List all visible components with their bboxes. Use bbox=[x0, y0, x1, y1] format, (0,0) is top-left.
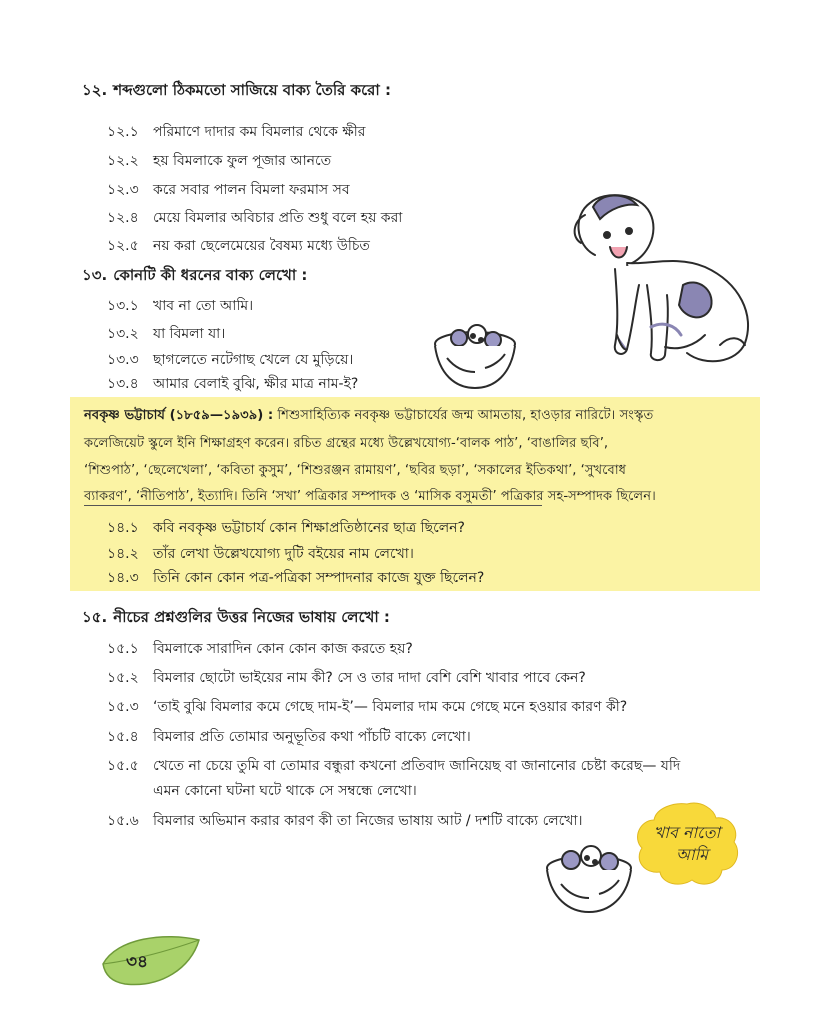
dog-illustration bbox=[555, 185, 765, 375]
list-item bbox=[107, 754, 680, 778]
author-name: নবকৃষ্ণ ভট্টাচার্য (১৮৫৯—১৯৩৯) : bbox=[84, 408, 274, 423]
q15-heading bbox=[82, 606, 390, 631]
item-number: ১৫.৩ bbox=[107, 699, 139, 715]
item-text: খাব না তো আমি। bbox=[153, 298, 254, 314]
khabo-nato-ami-badge bbox=[632, 800, 742, 888]
item-text: আমার বেলাই বুঝি, ক্ষীর মাত্র নাম-ই? bbox=[153, 376, 359, 392]
q13-heading bbox=[82, 264, 307, 289]
item-text: বিমলার ছোটো ভাইয়ের নাম কী? সে ও তার দাদা বেশি বেশি খাবার পাবে কেন? bbox=[153, 670, 586, 686]
item-number: ১২.৩ bbox=[107, 182, 139, 198]
item-number: ১৩.১ bbox=[107, 298, 139, 314]
item-text: হয় বিমলাকে ফুল পূজার আনতে bbox=[153, 153, 332, 169]
item-text: নয় করা ছেলেমেয়ের বৈষম্য মধ্যে উচিত bbox=[153, 238, 370, 254]
list-item bbox=[107, 516, 465, 540]
bio-line: ‘শিশুপাঠ’, ‘ছেলেখেলা’, ‘কবিতা কুসুম’, ‘শিশুরঞ্জন রামায়ণ’, ‘ছবির ছড়া’, ‘সকালের ইতিকথা’, ‘সুখবোধ bbox=[84, 463, 627, 478]
q13-number: ১৩. bbox=[82, 266, 108, 284]
item-text: ‘তাই বুঝি বিমলার কমে গেছে দাম-ই’— বিমলার দাম কমে গেছে মনে হওয়ার কারণ কী? bbox=[153, 699, 628, 715]
q12-heading bbox=[82, 79, 391, 104]
item-number: ১৩.২ bbox=[107, 326, 139, 342]
list-item bbox=[107, 566, 484, 590]
list-item bbox=[107, 695, 627, 719]
item-text: তিনি কোন কোন পত্র-পত্রিকা সম্পাদনার কাজে যুক্ত ছিলেন? bbox=[153, 570, 485, 586]
bio-line bbox=[84, 405, 653, 427]
item-text: কবি নবকৃষ্ণ ভট্টাচার্য কোন শিক্ষাপ্রতিষ্ঠানের ছাত্র ছিলেন? bbox=[153, 520, 465, 536]
list-item bbox=[107, 348, 353, 372]
item-number: ১৩.৪ bbox=[107, 376, 139, 392]
item-number: ১২.২ bbox=[107, 153, 139, 169]
badge-text-line1: খাব নাতো bbox=[653, 823, 721, 842]
list-item bbox=[107, 322, 225, 346]
item-text: করে সবার পালন বিমলা ফরমাস সব bbox=[153, 182, 350, 198]
list-item bbox=[107, 637, 413, 661]
badge-text-line2: আমি bbox=[675, 845, 709, 864]
list-item bbox=[107, 120, 365, 144]
list-item bbox=[107, 666, 586, 690]
list-item bbox=[107, 809, 583, 833]
list-item bbox=[107, 149, 331, 173]
bowl-illustration-bottom bbox=[537, 840, 641, 920]
item-text: যা বিমলা যা। bbox=[153, 326, 226, 342]
leaf-icon bbox=[95, 930, 205, 992]
item-text-continued: এমন কোনো ঘটনা ঘটে থাকে সে সম্বন্ধে লেখো। bbox=[153, 783, 417, 799]
q12-number: ১২. bbox=[82, 81, 108, 99]
item-number: ১৫.৬ bbox=[107, 813, 139, 829]
bio-line: ব্যাকরণ’, ‘নীতিপাঠ’, ইত্যাদি। তিনি ‘সখা’ পত্রিকার সম্পাদক ও ‘মাসিক বসুমতী’ পত্রিকার সহ-সম্পাদক ছিলেন। bbox=[84, 489, 656, 504]
item-number: ১৫.৫ bbox=[107, 758, 139, 774]
bio-text: শিশুসাহিত্যিক নবকৃষ্ণ ভট্টাচার্যের জন্ম আমতায়, হাওড়ার নারিটে। সংস্কৃত bbox=[273, 408, 654, 423]
q13-title: কোনটি কী ধরনের বাক্য লেখো : bbox=[113, 266, 308, 284]
item-number: ১৪.১ bbox=[107, 520, 139, 536]
list-item bbox=[107, 372, 358, 396]
item-text: ছাগলেতে নটেগাছ খেলে যে মুড়িয়ে। bbox=[153, 352, 354, 368]
bio-line: কলেজিয়েট স্কুলে ইনি শিক্ষাগ্রহণ করেন। রচিত গ্রন্থের মধ্যে উল্লেখযোগ্য-‘বালক পাঠ’, ‘বাঙালির ছবি’, bbox=[84, 436, 609, 451]
bowl-illustration bbox=[425, 318, 525, 396]
q15-title: নীচের প্রশ্নগুলির উত্তর নিজের ভাষায় লেখো : bbox=[113, 608, 390, 626]
item-text: বিমলার প্রতি তোমার অনুভূতির কথা পাঁচটি বাক্যে লেখো। bbox=[153, 729, 471, 745]
q15-number: ১৫. bbox=[82, 608, 108, 626]
item-text: বিমলাকে সারাদিন কোন কোন কাজ করতে হয়? bbox=[153, 641, 413, 657]
list-item bbox=[107, 294, 253, 318]
item-text: খেতে না চেয়ে তুমি বা তোমার বন্ধুরা কখনো প্রতিবাদ জানিয়েছ বা জানানোর চেষ্টা করেছ— যদি bbox=[153, 758, 681, 774]
item-text: পরিমাণে দাদার কম বিমলার থেকে ক্ষীর bbox=[153, 124, 366, 140]
item-number: ১২.৪ bbox=[107, 210, 139, 226]
list-item bbox=[107, 542, 414, 566]
item-text: বিমলার অভিমান করার কারণ কী তা নিজের ভাষায় আট / দশটি বাক্যে লেখো। bbox=[153, 813, 583, 829]
item-number: ১২.৫ bbox=[107, 238, 139, 254]
item-number: ১৩.৩ bbox=[107, 352, 139, 368]
list-item bbox=[107, 234, 370, 258]
item-number: ১২.১ bbox=[107, 124, 139, 140]
list-item bbox=[107, 725, 471, 749]
item-text: মেয়ে বিমলার অবিচার প্রতি শুধু বলে হয় করা bbox=[153, 210, 403, 226]
bio-divider bbox=[84, 505, 542, 506]
item-number: ১৫.২ bbox=[107, 670, 139, 686]
list-item bbox=[107, 178, 350, 202]
item-number: ১৫.৪ bbox=[107, 729, 139, 745]
item-text: তাঁর লেখা উল্লেখযোগ্য দুটি বইয়ের নাম লেখো। bbox=[153, 546, 414, 562]
list-item bbox=[107, 206, 402, 230]
page-number: ৩৪ bbox=[126, 952, 149, 972]
item-number: ১৪.৩ bbox=[107, 570, 139, 586]
item-number: ১৪.২ bbox=[107, 546, 139, 562]
item-number: ১৫.১ bbox=[107, 641, 139, 657]
q12-title: শব্দগুলো ঠিকমতো সাজিয়ে বাক্য তৈরি করো : bbox=[113, 81, 391, 99]
